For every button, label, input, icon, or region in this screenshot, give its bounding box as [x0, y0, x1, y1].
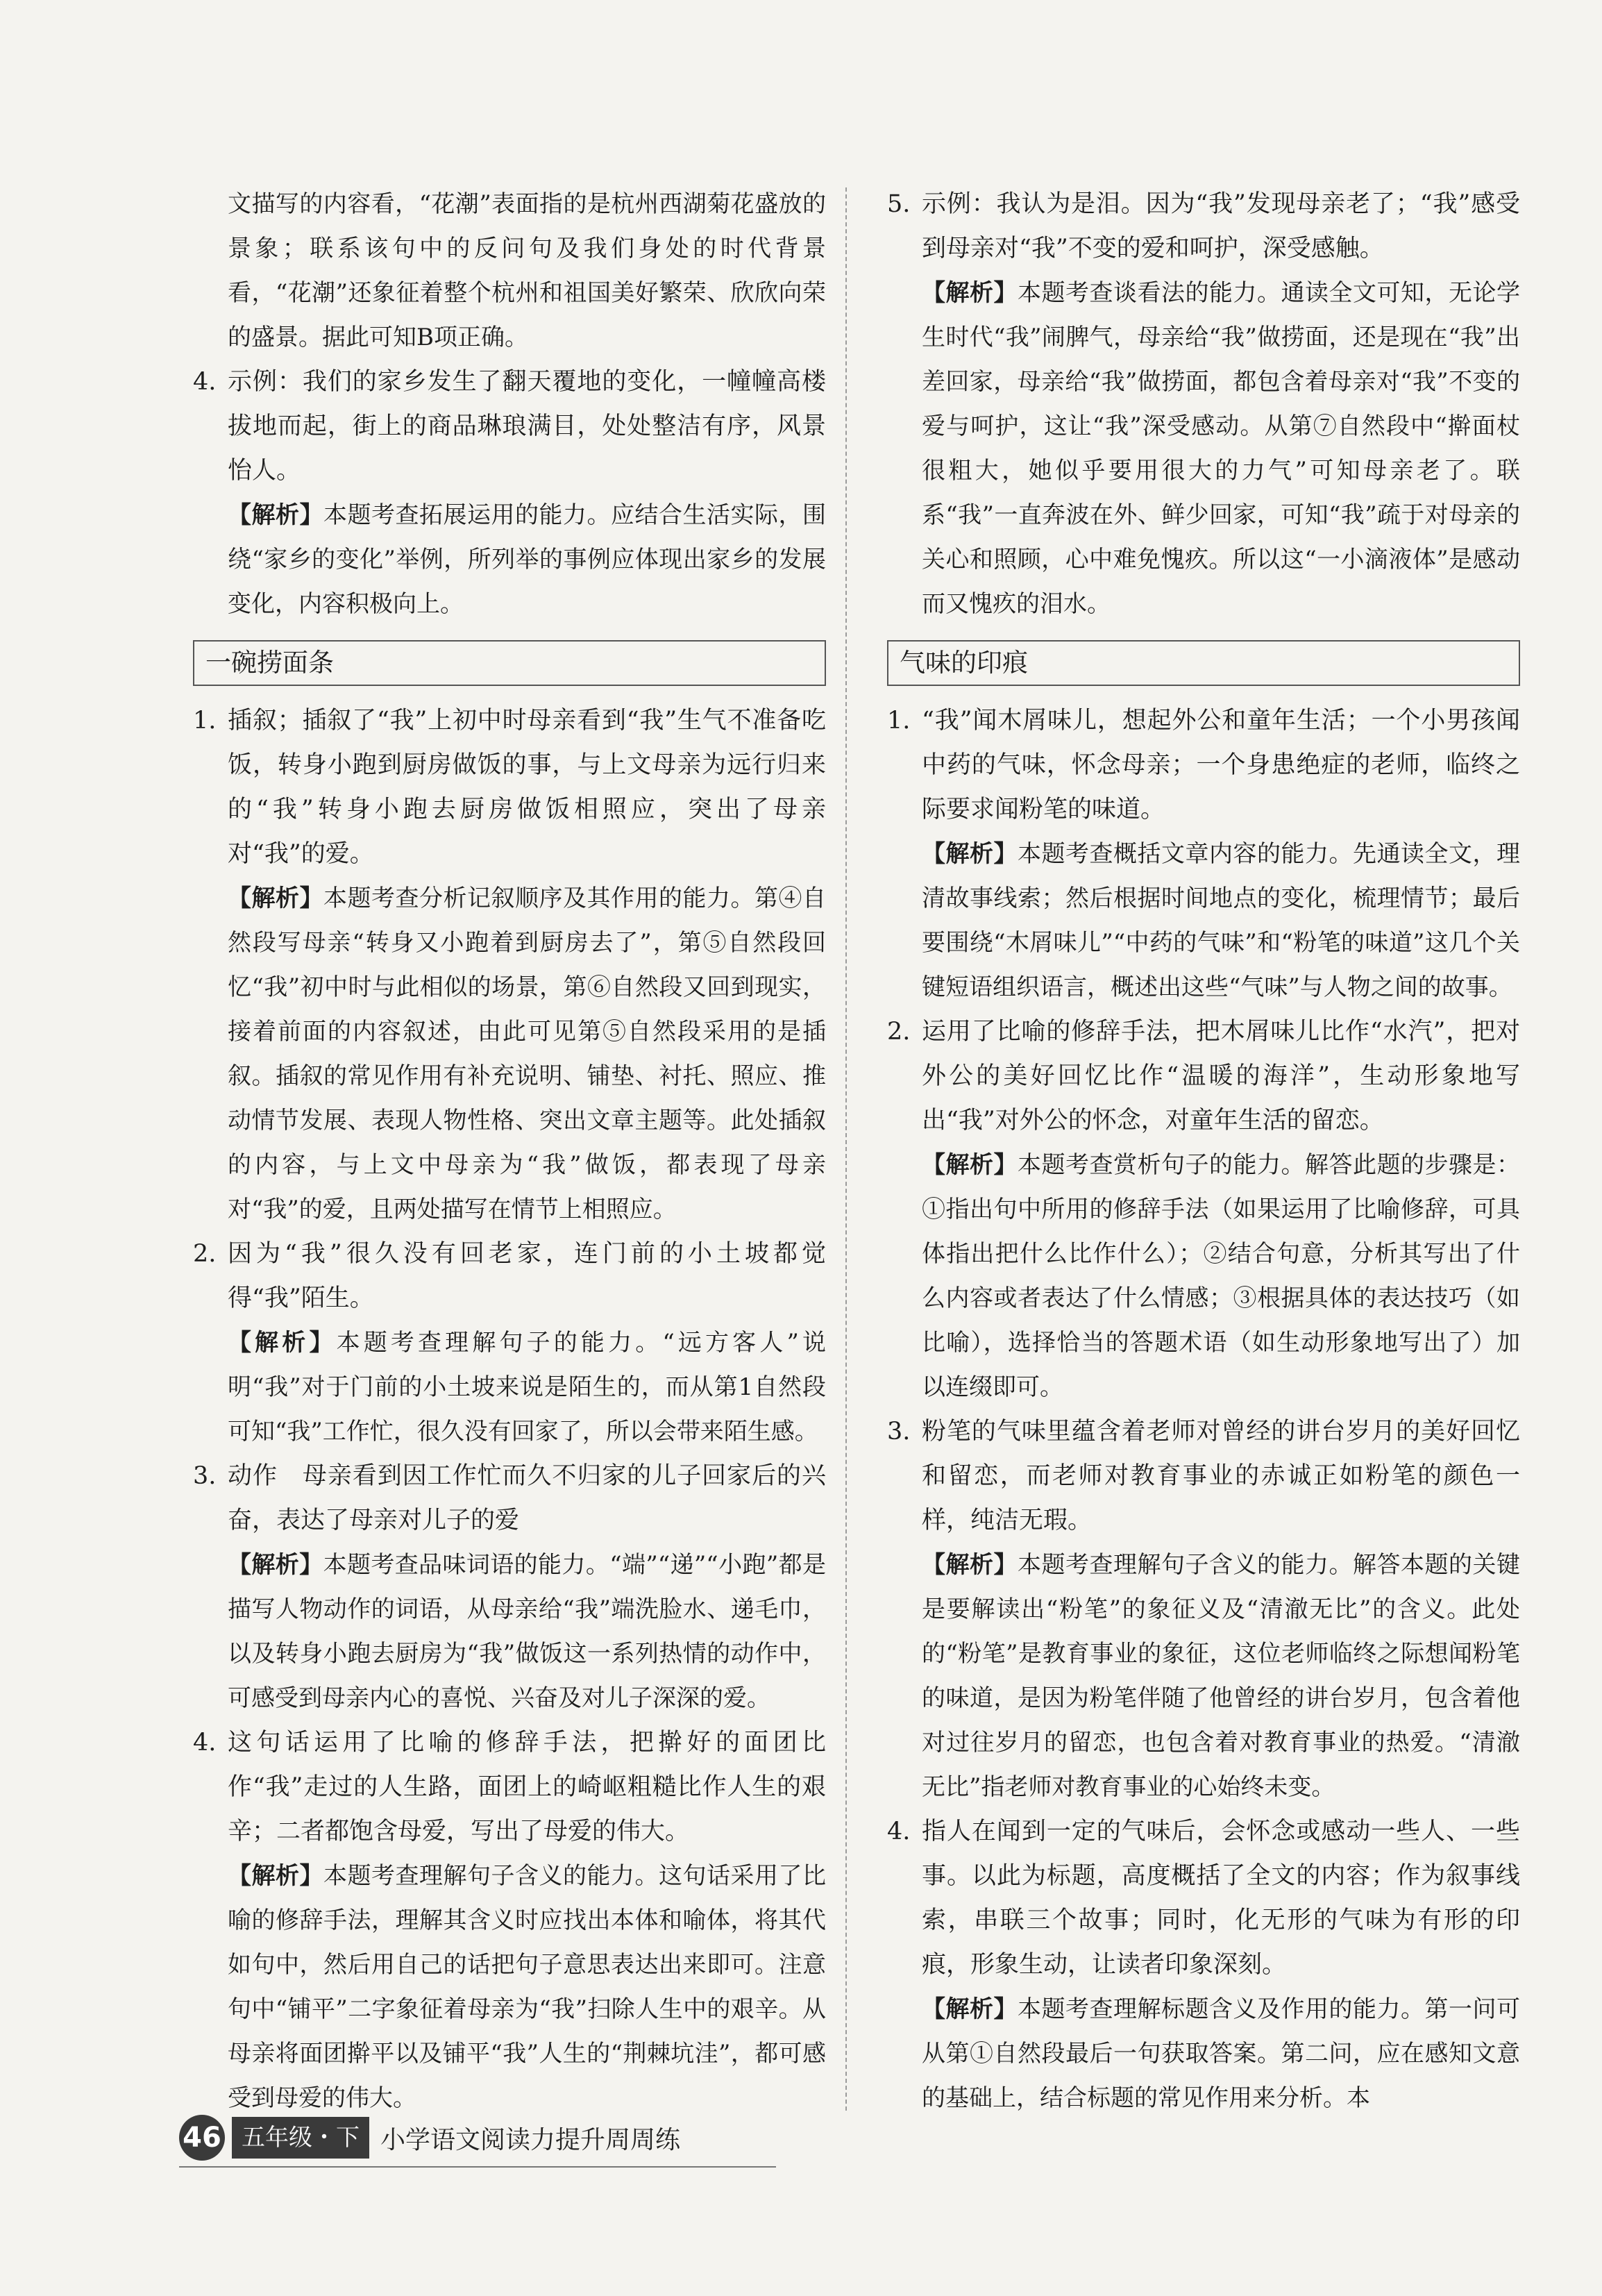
right-column [887, 182, 1520, 2120]
analysis-text: 本题考查拓展运用的能力。应结合生活实际，围绕“家乡的变化”举例，所列举的事例应体现出家乡的发展变化，内容积极向上。 [228, 501, 826, 618]
answer-item [193, 1232, 826, 1321]
analysis-block [193, 876, 826, 1232]
answer-item [887, 182, 1520, 271]
analysis-text: 本题考查理解标题含义及作用的能力。第一问可从第①自然段最后一句获取答案。第二问，应在感知文意的基础上，结合标题的常见作用来分析。本 [922, 1995, 1520, 2112]
answer-text: 插叙；插叙了“我”上初中时母亲看到“我”生气不准备吃饭，转身小跑到厨房做饭的事，与上文母亲为远行归来的“我”转身小跑去厨房做饭相照应，突出了母亲对“我”的爱。 [228, 707, 826, 868]
answer-item [193, 1720, 826, 1854]
analysis-tag: 【解析】 [228, 1551, 323, 1579]
item-number: 1. [887, 707, 911, 735]
analysis-tag: 【解析】 [228, 1329, 337, 1357]
answer-text: 指人在闻到一定的气味后，会怀念或感动一些人、一些事。以此为标题，高度概括了全文的内容；作为叙事线索，串联三个故事；同时，化无形的气味为有形的印痕，形象生动，让读者印象深刻。 [922, 1818, 1520, 1979]
analysis-text: 本题考查理解句子含义的能力。解答本题的关键是要解读出“粉笔”的象征义及“清澈无比”的含义。此处的“粉笔”是教育事业的象征，这位老师临终之际想闻粉笔的味道，是因为粉笔伴随了他曾经的讲台岁月，包含着他对过往岁月的留恋，也包含着对教育事业的热爱。“清澈无比”指老师对教育事业的心始终未变。 [922, 1551, 1520, 1801]
analysis-block [887, 1143, 1520, 1409]
item-number: 4. [193, 1729, 217, 1757]
analysis-text: 本题考查概括文章内容的能力。先通读全文，理清故事线索；然后根据时间地点的变化，梳理情节；最后要围绕“木屑味儿”“中药的气味”和“粉笔的味道”这几个关键短语组织语言，概述出这些“气味”与人物之间的故事。 [922, 840, 1520, 1001]
analysis-tag: 【解析】 [922, 1551, 1018, 1579]
analysis-block [887, 832, 1520, 1009]
answer-item [193, 360, 826, 493]
analysis-block [193, 1321, 826, 1454]
answer-item [887, 1009, 1520, 1143]
page-footer [179, 2112, 680, 2163]
page-number-badge: 46 [179, 2115, 225, 2161]
analysis-tag: 【解析】 [228, 501, 323, 529]
item-number: 3. [193, 1462, 217, 1490]
answer-item [193, 1454, 826, 1543]
analysis-text: 本题考查赏析句子的能力。解答此题的步骤是：①指出句中所用的修辞手法（如果运用了比喻修辞，可具体指出把什么比作什么）；②结合句意，分析其写出了什么内容或者表达了什么情感；③根据具体的表达技巧（如比喻），选择恰当的答题术语（如生动形象地写出了）加以连缀即可。 [922, 1151, 1520, 1401]
answer-item [193, 698, 826, 876]
analysis-tag: 【解析】 [922, 279, 1018, 307]
analysis-text: 本题考查品味词语的能力。“端”“递”“小跑”都是描写人物动作的词语，从母亲给“我”端洗脸水、递毛巾，以及转身小跑去厨房为“我”做饭这一系列热情的动作中，可感受到母亲内心的喜悦、兴奋及对儿子深深的爱。 [228, 1551, 827, 1712]
analysis-text: 本题考查理解句子的能力。“远方客人”说明“我”对于门前的小土坡来说是陌生的，而从第1自然段可知“我”工作忙，很久没有回家了，所以会带来陌生感。 [228, 1329, 827, 1446]
analysis-block [887, 1987, 1520, 2120]
section-title-noodles: 一碗捞面条 [193, 640, 826, 686]
footer-rule [179, 2166, 776, 2168]
analysis-block [193, 1854, 826, 2120]
analysis-block [193, 1543, 826, 1720]
analysis-tag: 【解析】 [922, 840, 1018, 868]
column-divider [845, 187, 847, 2111]
answer-item [887, 1409, 1520, 1543]
analysis-text: 本题考查分析记叙顺序及其作用的能力。第④自然段写母亲“转身又小跑着到厨房去了”，第⑤自然段回忆“我”初中时与此相似的场景，第⑥自然段又回到现实，接着前面的内容叙述，由此可见第⑤自然段采用的是插叙。插叙的常见作用有补充说明、铺垫、衬托、照应、推动情节发展、表现人物性格、突出文章主题等。此处插叙的内容，与上文中母亲为“我”做饭，都表现了母亲对“我”的爱，且两处描写在情节上相照应。 [228, 885, 826, 1223]
section-title-smell: 气味的印痕 [887, 640, 1520, 686]
analysis-tag: 【解析】 [922, 1995, 1018, 2023]
item-number: 2. [887, 1018, 911, 1046]
left-column [193, 182, 826, 2120]
answer-text: 粉笔的气味里蕴含着老师对曾经的讲台岁月的美好回忆和留恋，而老师对教育事业的赤诚正如粉笔的颜色一样，纯洁无瑕。 [922, 1418, 1520, 1534]
analysis-tag: 【解析】 [228, 885, 323, 912]
continued-analysis: 文描写的内容看，“花潮”表面指的是杭州西湖菊花盛放的景象；联系该句中的反问句及我们身处的时代背景看，“花潮”还象征着整个杭州和祖国美好繁荣、欣欣向荣的盛景。据此可知B项正确。 [228, 190, 826, 351]
item-number: 5. [887, 190, 911, 218]
item-number: 4. [887, 1818, 911, 1845]
answer-text: 动作 母亲看到因工作忙而久不归家的儿子回家后的兴奋，表达了母亲对儿子的爱 [228, 1462, 826, 1534]
answer-text: “我”闻木屑味儿，想起外公和童年生活；一个小男孩闻中药的气味，怀念母亲；一个身患绝症的老师，临终之际要求闻粉笔的味道。 [922, 707, 1520, 823]
analysis-text: 本题考查谈看法的能力。通读全文可知，无论学生时代“我”闹脾气，母亲给“我”做捞面，还是现在“我”出差回家，母亲给“我”做捞面，都包含着母亲对“我”不变的爱与呵护，这让“我”深受感动。从第⑦自然段中“擀面杖很粗大，她似乎要用很大的力气”可知母亲老了。联系“我”一直奔波在外、鲜少回家，可知“我”疏于对母亲的关心和照顾，心中难免愧疚。所以这“一小滴液体”是感动而又愧疚的泪水。 [922, 279, 1520, 618]
analysis-block [887, 271, 1520, 626]
analysis-text: 本题考查理解句子含义的能力。这句话采用了比喻的修辞手法，理解其含义时应找出本体和喻体，将其代如句中，然后用自己的话把句子意思表达出来即可。注意句中“铺平”二字象征着母亲为“我”扫除人生中的艰辛。从母亲将面团擀平以及铺平“我”人生的“荆棘坑洼”，都可感受到母爱的伟大。 [228, 1862, 826, 2112]
answer-text: 示例：我认为是泪。因为“我”发现母亲老了；“我”感受到母亲对“我”不变的爱和呵护，深受感触。 [922, 190, 1520, 262]
item-number: 1. [193, 707, 217, 735]
analysis-block [887, 1543, 1520, 1809]
analysis-tag: 【解析】 [922, 1151, 1018, 1179]
analysis-tag: 【解析】 [228, 1862, 323, 1890]
answer-text: 这句话运用了比喻的修辞手法，把擀好的面团比作“我”走过的人生路，面团上的崎岖粗糙比作人生的艰辛；二者都饱含母爱，写出了母爱的伟大。 [228, 1729, 826, 1845]
answer-item [887, 698, 1520, 832]
grade-label: 五年级・下 [232, 2117, 369, 2159]
answer-text: 运用了比喻的修辞手法，把木屑味儿比作“水汽”，把对外公的美好回忆比作“温暖的海洋”，生动形象地写出“我”对外公的怀念，对童年生活的留恋。 [922, 1018, 1520, 1134]
item-number: 4. [193, 368, 217, 396]
item-number: 3. [887, 1418, 911, 1446]
series-title: 小学语文阅读力提升周周练 [380, 2125, 681, 2154]
answer-item [887, 1809, 1520, 1987]
analysis-block [193, 493, 826, 626]
answer-text: 示例：我们的家乡发生了翻天覆地的变化，一幢幢高楼拔地而起，街上的商品琳琅满目，处处整洁有序，风景怡人。 [228, 368, 826, 485]
answer-text: 因为“我”很久没有回老家，连门前的小土坡都觉得“我”陌生。 [228, 1240, 826, 1312]
item-number: 2. [193, 1240, 217, 1268]
